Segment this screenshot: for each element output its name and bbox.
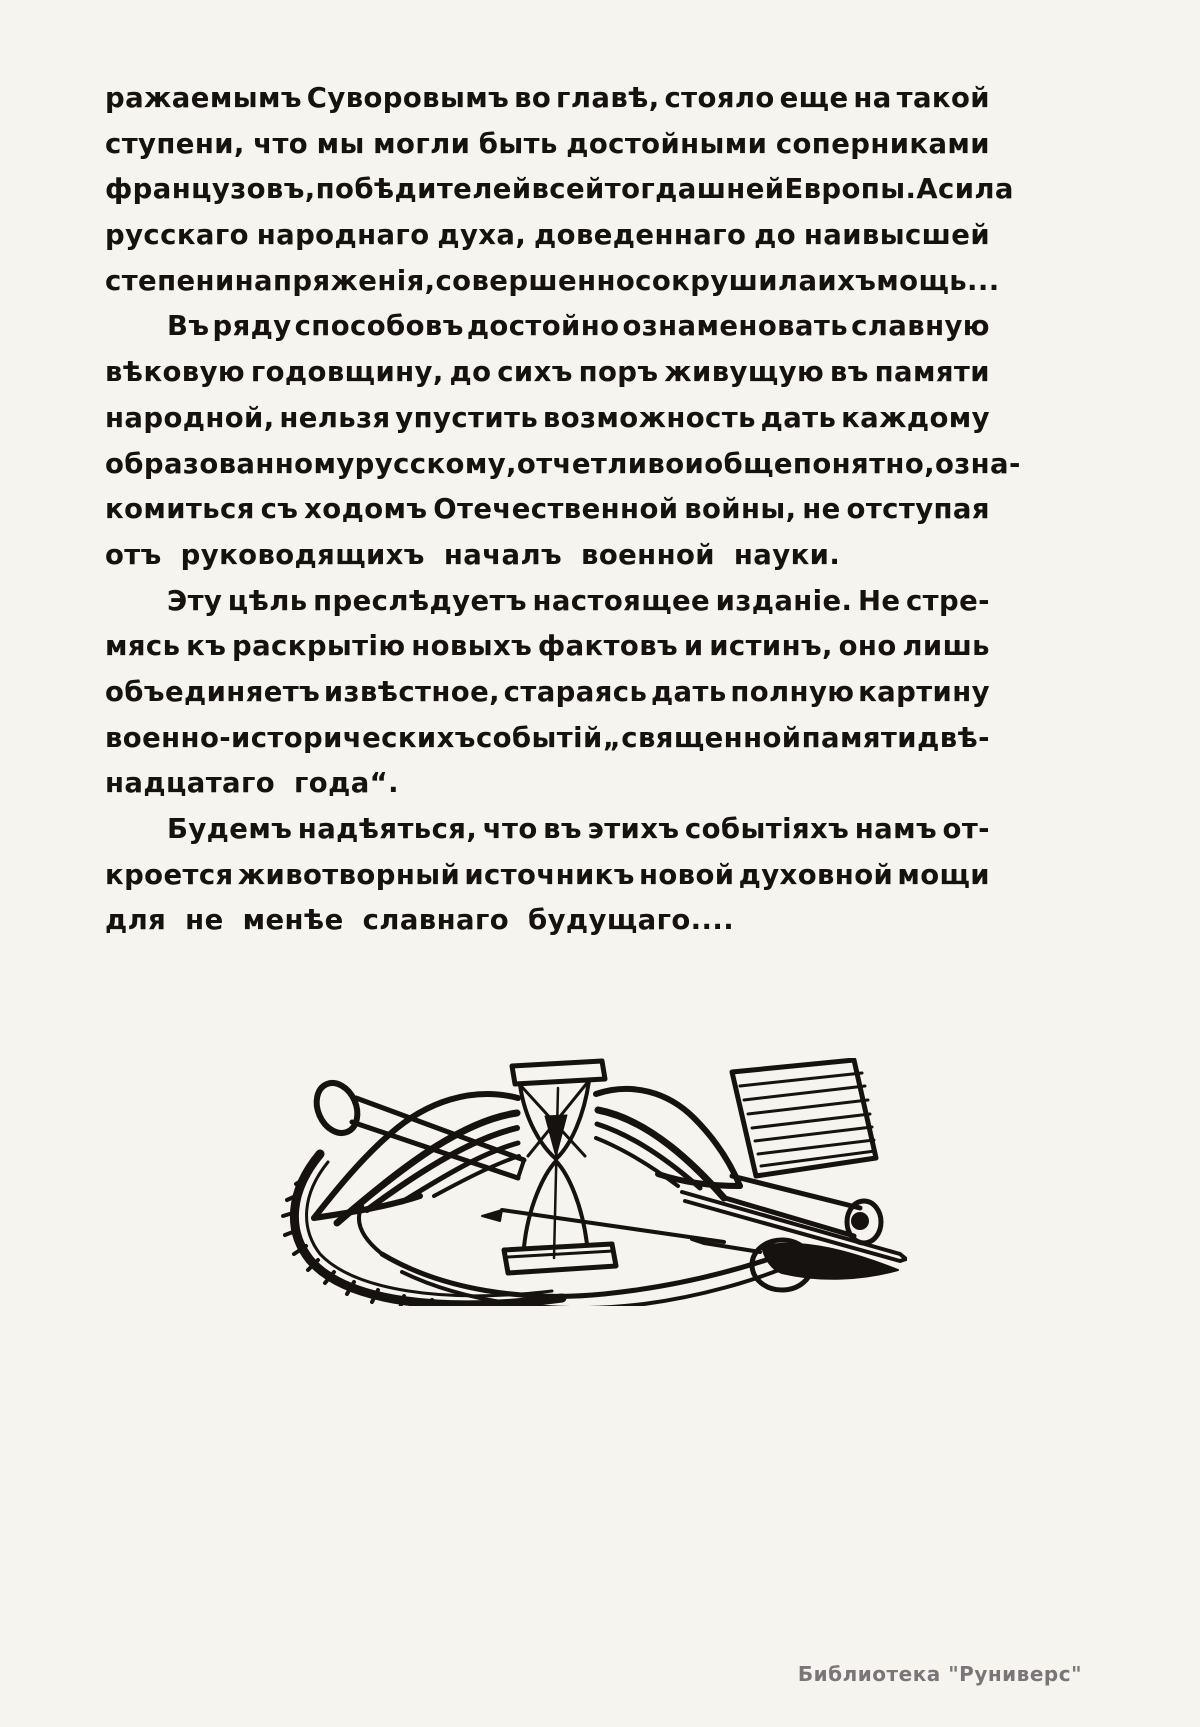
word: духовной	[738, 858, 894, 891]
right-wing-icon	[596, 1089, 740, 1198]
word: полную	[730, 675, 855, 708]
word: ихъ	[817, 264, 877, 297]
word: въ	[829, 356, 869, 389]
word: памяти	[801, 721, 917, 754]
word: вѣковую	[105, 356, 246, 389]
word: мощи	[897, 858, 990, 891]
word: Отечественной	[433, 493, 679, 526]
word: доведеннаго	[534, 219, 747, 252]
word: къ	[186, 630, 227, 663]
word: двѣ-	[917, 721, 990, 754]
text-line	[105, 716, 990, 762]
word: памяти	[874, 356, 990, 389]
word: славную	[851, 310, 990, 343]
word: до	[754, 219, 797, 252]
word: Эту	[167, 584, 223, 617]
text-line	[105, 76, 990, 122]
word: нельзя	[279, 401, 391, 434]
word: тогдашней	[604, 173, 785, 206]
text-line	[105, 579, 990, 625]
word: народнаго	[256, 219, 430, 252]
vignette-illustration	[262, 1058, 907, 1306]
word: преслѣдуетъ	[313, 584, 527, 617]
word: фактовъ	[537, 630, 679, 663]
word: мощь...	[876, 264, 1000, 297]
word: надѣяться,	[297, 813, 478, 845]
word: Суворовымъ	[306, 82, 510, 114]
word: сокрушила	[635, 264, 818, 297]
word: что	[253, 127, 309, 160]
word: мясь	[105, 630, 181, 663]
text-line	[105, 670, 990, 716]
word: ряду	[212, 310, 292, 343]
word: намъ	[854, 813, 938, 845]
word: Не	[857, 584, 901, 617]
word: настоящее	[532, 584, 711, 617]
word: изданіе.	[715, 584, 853, 617]
word: картину	[858, 675, 990, 708]
word: еще	[779, 82, 849, 114]
word: достойно	[466, 310, 620, 343]
word: главѣ,	[556, 82, 660, 114]
word: источникъ	[464, 858, 635, 891]
text-line	[105, 167, 1014, 213]
text-line	[105, 350, 990, 396]
word: этихъ	[587, 813, 680, 845]
word: французовъ,	[105, 173, 316, 206]
word: живущую	[664, 356, 825, 389]
word: мы	[316, 127, 365, 160]
word: что	[482, 813, 538, 845]
word: побѣдителей	[315, 173, 532, 206]
word: раскрытію	[232, 630, 406, 663]
word: ступени,	[105, 127, 245, 160]
word: и	[683, 630, 704, 663]
text-line	[105, 807, 990, 853]
text-line	[105, 624, 990, 670]
word: наивысшей	[803, 219, 990, 252]
text-block	[105, 76, 1021, 944]
word: русскаго	[105, 219, 249, 252]
word: озна-	[934, 447, 1021, 480]
word: событіяхъ	[684, 813, 850, 845]
pen-icon	[482, 1210, 724, 1242]
word: на	[853, 82, 892, 114]
word: животворный	[237, 858, 461, 891]
word: каждому	[841, 401, 990, 434]
text-line: надцатаго года“.	[105, 767, 399, 800]
word: извѣстное,	[323, 675, 500, 708]
word: стре-	[905, 584, 990, 617]
word: упустить	[395, 401, 539, 434]
word: достойными	[566, 127, 768, 160]
word: стояло	[664, 82, 775, 114]
word: степени	[105, 264, 235, 297]
word: способовъ	[294, 310, 464, 343]
text-line	[105, 396, 990, 442]
text-line	[105, 259, 1000, 305]
text-line	[105, 442, 1021, 488]
word: военно-историческихъ	[105, 721, 476, 754]
word: оно	[838, 630, 897, 663]
word: Европы.	[784, 173, 917, 206]
word: народной,	[105, 401, 275, 434]
word: до	[449, 356, 492, 389]
word: сихъ	[497, 356, 573, 389]
library-watermark: Библиотека "Руниверс"	[797, 1662, 1082, 1686]
word: годовщину,	[250, 356, 444, 389]
left-wing-icon	[314, 1094, 519, 1223]
text-line	[105, 304, 990, 350]
word: такой	[896, 82, 990, 114]
word: совершенно	[435, 264, 636, 297]
word: сила	[938, 173, 1014, 206]
word: соперниками	[775, 127, 990, 160]
word: событій	[475, 721, 603, 754]
word: комиться	[105, 493, 255, 526]
word: новыхъ	[411, 630, 533, 663]
text-line	[105, 853, 990, 899]
word: истинъ,	[709, 630, 833, 663]
text-line	[105, 122, 990, 168]
word: кроется	[105, 858, 234, 891]
text-line	[105, 213, 990, 259]
word: цѣль	[227, 584, 308, 617]
word: дать	[760, 401, 837, 434]
word: ознаменовать	[622, 310, 849, 343]
word: въ	[543, 813, 582, 845]
word: от-	[942, 813, 990, 845]
word: войны,	[684, 493, 797, 526]
text-line	[105, 487, 990, 533]
word: русскому,	[354, 447, 517, 480]
word: Будемъ	[167, 813, 293, 845]
word: напряженія,	[234, 264, 436, 297]
word: объединяетъ	[105, 675, 321, 708]
word: поръ	[578, 356, 659, 389]
word: А	[916, 173, 939, 206]
word: и	[684, 447, 705, 480]
word: духа,	[437, 219, 527, 252]
book-icon	[732, 1060, 876, 1176]
word: „священной	[602, 721, 802, 754]
word: возможность	[542, 401, 756, 434]
word: образованному	[105, 447, 355, 480]
word: ражаемымъ	[105, 82, 302, 114]
word: новой	[638, 858, 735, 891]
word: Въ	[167, 310, 210, 343]
word: не	[802, 493, 841, 526]
word: всей	[531, 173, 605, 206]
word: общепонятно,	[704, 447, 935, 480]
word: быть	[478, 127, 558, 160]
text-line: отъ руководящихъ началъ военной науки.	[105, 538, 841, 571]
word: отступая	[846, 493, 990, 526]
word: стараясь	[503, 675, 648, 708]
word: ходомъ	[304, 493, 428, 526]
word: дать	[650, 675, 727, 708]
word: во	[514, 82, 552, 114]
word: могли	[373, 127, 471, 160]
text-line: для не менѣе славнаго будущаго....	[105, 904, 735, 937]
word: отчетливо	[516, 447, 685, 480]
word: съ	[260, 493, 299, 526]
word: лишь	[902, 630, 990, 663]
